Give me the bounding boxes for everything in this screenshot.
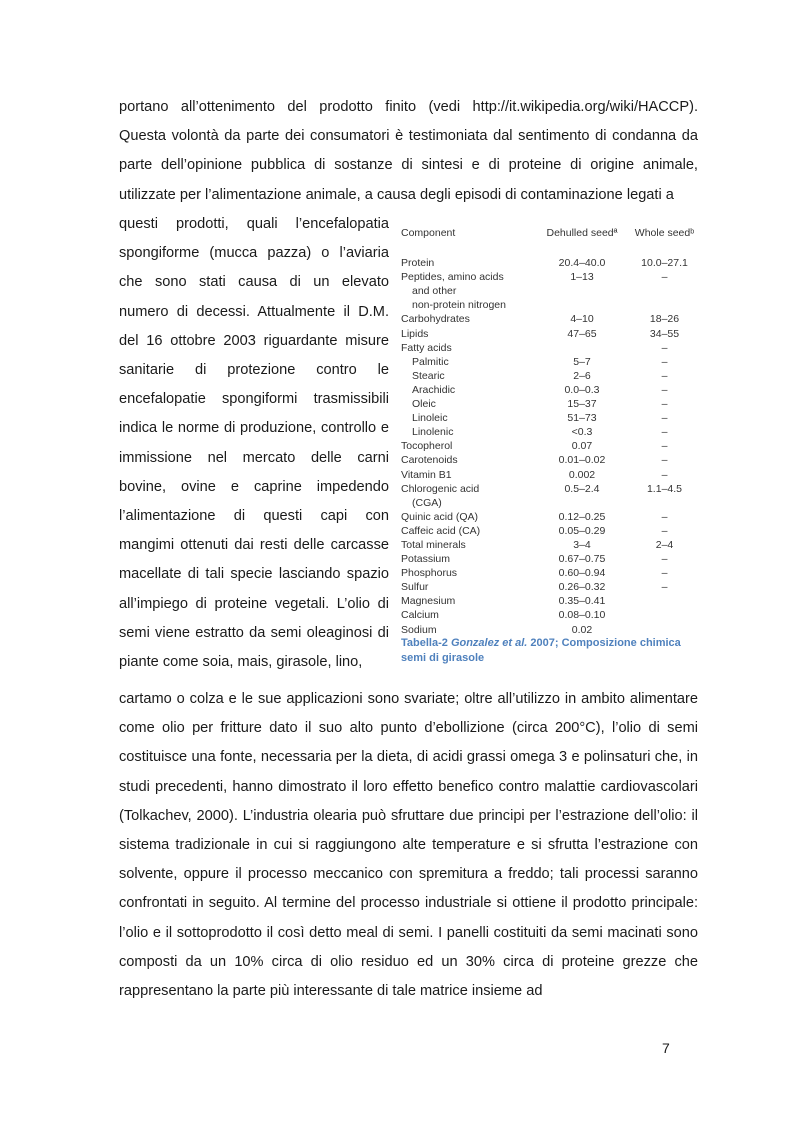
table-header (401, 226, 701, 240)
cell-dehulled: 0.07 (571, 440, 593, 453)
cell-dehulled: 0.05–0.29 (558, 524, 606, 537)
cell-component: non-protein nitrogen (412, 299, 506, 312)
cell-whole: – (661, 468, 668, 481)
header-component: Component (401, 227, 456, 239)
cell-whole: – (661, 271, 668, 284)
cell-whole (628, 496, 701, 510)
table-row (401, 411, 701, 425)
table-row (401, 552, 701, 566)
cell-component: Sodium (401, 623, 437, 636)
cell-dehulled: 0.0–0.3 (564, 383, 600, 396)
header-dehulled-seed: Dehulled seedª (546, 227, 618, 239)
cell-whole: – (661, 383, 668, 396)
cell-dehulled: 0.02 (571, 623, 593, 636)
table-row (401, 256, 701, 270)
cell-dehulled: 47–65 (567, 327, 597, 340)
cell-component: Tocopherol (401, 440, 453, 453)
cell-dehulled (536, 284, 628, 298)
table-row (401, 355, 701, 369)
table-row (401, 439, 701, 453)
cell-component: Lipids (401, 327, 429, 340)
paragraph-1: portano all’ottenimento del prodotto finito (vedi http://it.wikipedia.org/wiki/HACCP). Questa volontà da parte dei consumatori è testimoniata dal sentimento di condanna da parte dell’opinione pubblica di sostanze di sintesi e di proteine di origine animale, utilizzate per l’alimentazione animale, a causa degli episodi di contaminazione legati a (119, 99, 698, 203)
cell-whole (628, 594, 701, 608)
cell-whole: 1.1–4.5 (646, 482, 683, 495)
table-row (401, 468, 701, 482)
table-row (401, 623, 701, 637)
cell-dehulled: 0.26–0.32 (558, 581, 606, 594)
cell-component: Linoleic (412, 412, 448, 425)
cell-whole: – (661, 398, 668, 411)
table-row (401, 327, 701, 341)
cell-dehulled (536, 341, 628, 355)
cell-whole: – (661, 426, 668, 439)
cell-whole: 2–4 (655, 538, 674, 551)
cell-component: Calcium (401, 609, 439, 622)
cell-dehulled (536, 298, 628, 312)
cell-component: (CGA) (412, 496, 442, 509)
cell-component: Oleic (412, 398, 436, 411)
cell-dehulled: <0.3 (571, 426, 593, 439)
cell-dehulled: 0.002 (568, 468, 596, 481)
cell-dehulled: 5–7 (573, 355, 591, 368)
cell-component: Linolenic (412, 426, 454, 439)
cell-whole: – (661, 510, 668, 523)
cell-component: Peptides, amino acids (401, 271, 504, 284)
cell-dehulled: 0.67–0.75 (558, 553, 606, 566)
cell-whole (628, 284, 701, 298)
cell-whole: – (661, 454, 668, 467)
cell-component: Vitamin B1 (401, 468, 452, 481)
table-row (401, 298, 701, 312)
cell-dehulled: 51–73 (567, 412, 597, 425)
cell-whole (628, 298, 701, 312)
table-row (401, 284, 701, 298)
cell-whole: – (661, 341, 668, 354)
table-row (401, 580, 701, 594)
cell-dehulled: 0.35–0.41 (558, 595, 606, 608)
table-row (401, 270, 701, 284)
table-row (401, 538, 701, 552)
cell-component: Caffeic acid (CA) (401, 524, 481, 537)
table-row (401, 341, 701, 355)
cell-component: and other (412, 285, 457, 298)
cell-dehulled: 3–4 (573, 538, 591, 551)
table-row (401, 510, 701, 524)
table-caption (401, 636, 691, 666)
table-row (401, 482, 701, 496)
table-row (401, 524, 701, 538)
cell-dehulled: 15–37 (567, 398, 597, 411)
cell-dehulled: 0.08–0.10 (558, 609, 606, 622)
composition-table (401, 226, 701, 637)
header-whole-seed: Whole seedᵇ (634, 227, 695, 239)
cell-component: Quinic acid (QA) (401, 510, 479, 523)
table-row (401, 594, 701, 608)
table-row (401, 312, 701, 326)
page-number: 7 (662, 1040, 670, 1056)
cell-component: Chlorogenic acid (401, 482, 480, 495)
cell-dehulled: 0.60–0.94 (558, 567, 606, 580)
table-body (401, 256, 701, 637)
cell-component: Phosphorus (401, 567, 458, 580)
paragraph-2: questi prodotti, quali l’encefalopatia spongiforme (mucca pazza) o l’aviaria che sono stati causa di un elevato numero di decessi. Attualmente il D.M. del 16 ottobre 2003 riguardante misure sanitarie di protezione contro le encefalopatie spongiformi trasmissibili indica le norme di produzione, controllo e immissione nel mercato delle carni bovine, ovine e caprine impedendo l’alimentazione di questi capi con mangimi ottenuti dai resti delle carcasse macellate di tali specie lasciando spazio all’impiego di proteine vegetali. L’olio di semi viene estratto da semi oleaginosi di piante come soia, mais, girasole, lino, (119, 216, 389, 671)
cell-whole (628, 623, 701, 637)
cell-dehulled: 2–6 (573, 369, 591, 382)
cell-dehulled: 0.12–0.25 (558, 510, 606, 523)
cell-dehulled: 0.01–0.02 (558, 454, 606, 467)
cell-whole: 10.0–27.1 (641, 257, 688, 270)
caption-prefix: Tabella-2 (401, 637, 451, 649)
cell-whole: – (661, 524, 668, 537)
cell-whole: – (661, 440, 668, 453)
paragraph-3: cartamo o colza e le sue applicazioni sono svariate; oltre all’utilizzo in ambito alimentare come olio per fritture dato il suo alto punto d’ebollizione (circa 200°C), l’olio di semi costituisce una fonte, necessaria per la dieta, di acidi grassi omega 3 e polinsaturi che, in studi precedenti, hanno dimostrato il loro effetto benefico contro malattie cardiovascolari (Tolkachev, 2000). L’industria olearia può sfruttare due principi per l’estrazione dell’olio: il sistema tradizionale in cui si raggiungono alte temperature e si sfrutta l’estrazione con solvente, oppure il processo meccanico con spremitura a freddo; tali processi saranno confrontati in seguito. Al termine del processo industriale si ottiene il prodotto principale: l’olio e il sottoprodotto il così detto meal di semi. I panelli costituiti da semi macinati sono composti da un 10% circa di olio residuo ed un 30% circa di proteine grezze che rappresentano la parte più interessante di tale matrice insieme ad (119, 691, 698, 1000)
cell-component: Fatty acids (401, 341, 452, 354)
cell-component: Protein (401, 257, 435, 270)
table-row (401, 383, 701, 397)
cell-dehulled: 4–10 (570, 313, 594, 326)
cell-component: Arachidic (412, 383, 456, 396)
cell-dehulled: 20.4–40.0 (558, 257, 606, 270)
cell-whole (628, 608, 701, 622)
table-row (401, 608, 701, 622)
cell-whole: 34–55 (649, 327, 680, 340)
table-row (401, 566, 701, 580)
cell-whole: – (661, 355, 668, 368)
table-row (401, 496, 701, 510)
cell-component: Sulfur (401, 581, 429, 594)
cell-component: Magnesium (401, 595, 456, 608)
cell-whole: – (661, 369, 668, 382)
cell-whole: – (661, 581, 668, 594)
table-row (401, 453, 701, 467)
cell-dehulled: 1–13 (570, 271, 594, 284)
cell-component: Total minerals (401, 538, 466, 551)
cell-dehulled (536, 496, 628, 510)
cell-dehulled: 0.5–2.4 (564, 482, 600, 495)
cell-whole: – (661, 412, 668, 425)
table-row (401, 397, 701, 411)
cell-component: Carotenoids (401, 454, 458, 467)
caption-author: Gonzalez et al. (450, 637, 528, 649)
cell-whole: – (661, 567, 668, 580)
cell-component: Palmitic (412, 355, 449, 368)
cell-component: Stearic (412, 369, 445, 382)
cell-whole: 18–26 (649, 313, 680, 326)
table-row (401, 369, 701, 383)
cell-whole: – (661, 553, 668, 566)
table-row (401, 425, 701, 439)
cell-component: Potassium (401, 553, 451, 566)
caption-suffix: 2007; Composizione chimica semi di girasole (401, 637, 681, 664)
cell-component: Carbohydrates (401, 313, 470, 326)
